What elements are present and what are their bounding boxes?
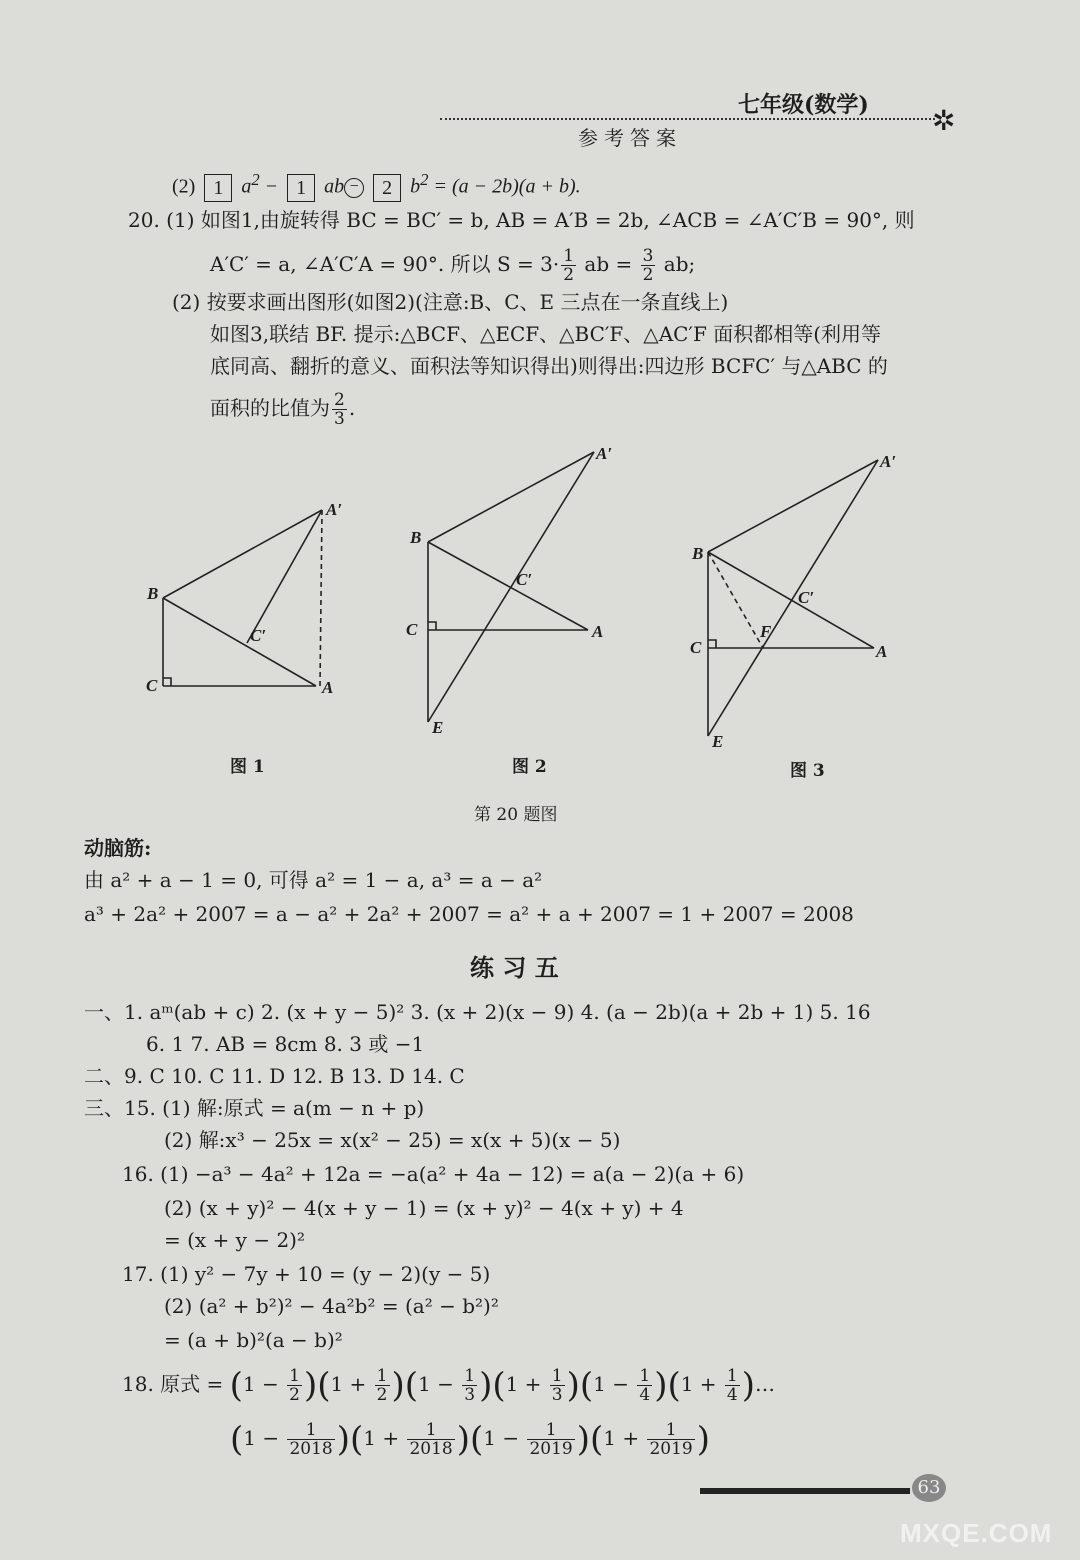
brain-line2: a³ + 2a² + 2007 = a − a² + 2a² + 2007 = a² + a + 2007 = 1 + 2007 = 2008	[84, 902, 854, 926]
header-star-icon: ✲	[932, 104, 956, 137]
fig1-label-C: C	[146, 676, 158, 695]
fig1-line-BA2	[163, 510, 322, 598]
ex5-line1: 一、1. aᵐ(ab + c) 2. (x + y − 5)² 3. (x + 2)(x − 9) 4. (a − 2b)(a + 2b + 1) 5. 16	[84, 1000, 871, 1024]
fig1-caption: 图 1	[230, 757, 265, 777]
fig2-right-angle	[428, 622, 436, 630]
ex5-title: 练 习 五	[470, 953, 559, 982]
fig1-label-A: A	[322, 678, 334, 697]
fig2-label-C: C	[406, 620, 418, 639]
fig3-line-BF-dashed	[708, 552, 763, 648]
q20-line4: 如图3,联结 BF. 提示:△BCF、△ECF、△BC′F、△AC′F 面积都相等(利用等	[210, 322, 882, 346]
fig1-label-C-prime: C′	[250, 626, 267, 645]
fig1-line-A2A-dashed	[320, 510, 322, 686]
fig2-caption: 图 2	[512, 757, 547, 777]
fig3-caption: 图 3	[790, 761, 825, 781]
q19-part2: (2) 1 $a^2 - 1$ ab − 2 $b^2 = (a - 2b)(a + b)$.	[172, 166, 581, 202]
q20-line5: 底同高、翻折的意义、面积法等知识得出)则得出:四边形 BCFC′ 与△ABC 的	[210, 354, 888, 378]
answer-box-2: 1	[287, 174, 315, 202]
fig3-label-A: A	[876, 642, 888, 661]
fig3-label-C-prime: C′	[798, 588, 815, 607]
fig2-line-A2E	[428, 452, 594, 722]
ex5-line2: 6. 1 7. AB = 8cm 8. 3 或 −1	[146, 1032, 425, 1056]
q18-row1: 18. 原式 = (1 − $\frac{1}{2}$ )(1 + $\frac{1}{2}$ )(1 − $\frac{1}{3}$ )(1 + $\frac{1}{3}$ )(1 − $\frac{1}{4}$ )(1 + $\frac{1}{4}$ )…	[122, 1365, 776, 1406]
figure-group-caption: 第 20 题图	[474, 805, 558, 825]
fig3-label-E: E	[712, 732, 724, 751]
brain-line1: 由 a² + a − 1 = 0, 可得 a² = 1 − a, a³ = a − a²	[84, 868, 543, 892]
ex5-line10: (2) (a² + b²)² − 4a²b² = (a² − b²)²	[164, 1294, 499, 1318]
ex5-line7: (2) (x + y)² − 4(x + y − 1) = (x + y)² − 4(x + y) + 4	[164, 1196, 684, 1220]
answer-box-1: 1	[204, 174, 232, 202]
fig2-label-B: B	[410, 528, 422, 547]
header-section: 参考答案	[578, 126, 682, 150]
header-dotted-rule	[440, 118, 935, 120]
q18-factor: (1 − $\frac{1}{4}$ )	[579, 1365, 668, 1406]
page-number: 63	[912, 1474, 946, 1502]
q18-factor: (1 + $\frac{1}{4}$ )	[667, 1365, 756, 1406]
fig3-label-C: C	[690, 638, 702, 657]
fig1-right-angle	[163, 678, 171, 686]
circled-minus: −	[344, 178, 364, 198]
ex5-line11: = (a + b)²(a − b)²	[164, 1328, 343, 1352]
q20-line1: 20. (1) 如图1,由旋转得 BC = BC′ = b, AB = A′B = 2b, ∠ACB = ∠A′C′B = 90°, 则	[128, 208, 915, 232]
fig2-line-BA	[428, 542, 588, 630]
q18-factor: (1 − $\frac{1}{2018}$ )	[230, 1419, 350, 1460]
fig3-label-B: B	[692, 544, 704, 563]
footer-rule	[700, 1488, 910, 1494]
ex5-line3: 二、9. C 10. C 11. D 12. B 13. D 14. C	[84, 1064, 465, 1088]
fig3-right-angle	[708, 640, 716, 648]
fig2-label-E: E	[432, 718, 444, 737]
fig3-line-BA2	[708, 460, 878, 552]
header-grade: 七年级(数学)	[738, 92, 869, 118]
answer-box-3: 2	[373, 174, 401, 202]
ex5-line8: = (x + y − 2)²	[164, 1228, 305, 1252]
watermark: MXQE.COM	[900, 1518, 1053, 1548]
ex5-line4: 三、15. (1) 解:原式 = a(m − n + p)	[84, 1096, 425, 1120]
ex5-line6: 16. (1) −a³ − 4a² + 12a = −a(a² + 4a − 12) = a(a − 2)(a + 6)	[122, 1162, 745, 1186]
q18-factor: (1 + $\frac{1}{2}$ )	[317, 1365, 405, 1406]
fig2-line-BA2	[428, 452, 594, 542]
fig2-label-A: A	[592, 622, 604, 641]
fig1-label-B: B	[147, 584, 159, 603]
fig3-label-A-prime: A′	[880, 452, 897, 471]
fig1-label-A-prime: A′	[326, 500, 343, 519]
q20-line2: A′C′ = a, ∠A′C′A = 90°. 所以 S = 3· $\frac{1}{2}$ ab = $\frac{3}{2}$ ab;	[210, 246, 696, 285]
fig3-line-A2E	[708, 460, 878, 736]
brain-title: 动脑筋:	[84, 836, 152, 860]
q18-factor: (1 + $\frac{1}{2018}$ )	[350, 1419, 470, 1460]
q18-row2	[230, 1416, 710, 1462]
q20-line3: (2) 按要求画出图形(如图2)(注意:B、C、E 三点在一条直线上)	[172, 290, 729, 314]
q18-factor: (1 + $\frac{1}{3}$ )	[492, 1365, 580, 1406]
q18-factor: (1 + $\frac{1}{2019}$ )	[590, 1419, 710, 1460]
fig2-label-A-prime: A′	[596, 444, 613, 463]
q18-factor: (1 − $\frac{1}{2}$ )	[229, 1365, 318, 1406]
ex5-line9: 17. (1) y² − 7y + 10 = (y − 2)(y − 5)	[122, 1262, 491, 1286]
fig3-label-F: F	[760, 622, 772, 641]
ex5-line5: (2) 解:x³ − 25x = x(x² − 25) = x(x + 5)(x − 5)	[164, 1128, 621, 1152]
fig2-label-C-prime: C′	[516, 570, 533, 589]
q18-factor: (1 − $\frac{1}{2019}$ )	[470, 1419, 590, 1460]
q18-factor: (1 − $\frac{1}{3}$ )	[404, 1365, 493, 1406]
fig1-line-BA	[163, 598, 316, 686]
q20-line6: 面积的比值为 $\frac{2}{3}$ .	[210, 390, 356, 429]
